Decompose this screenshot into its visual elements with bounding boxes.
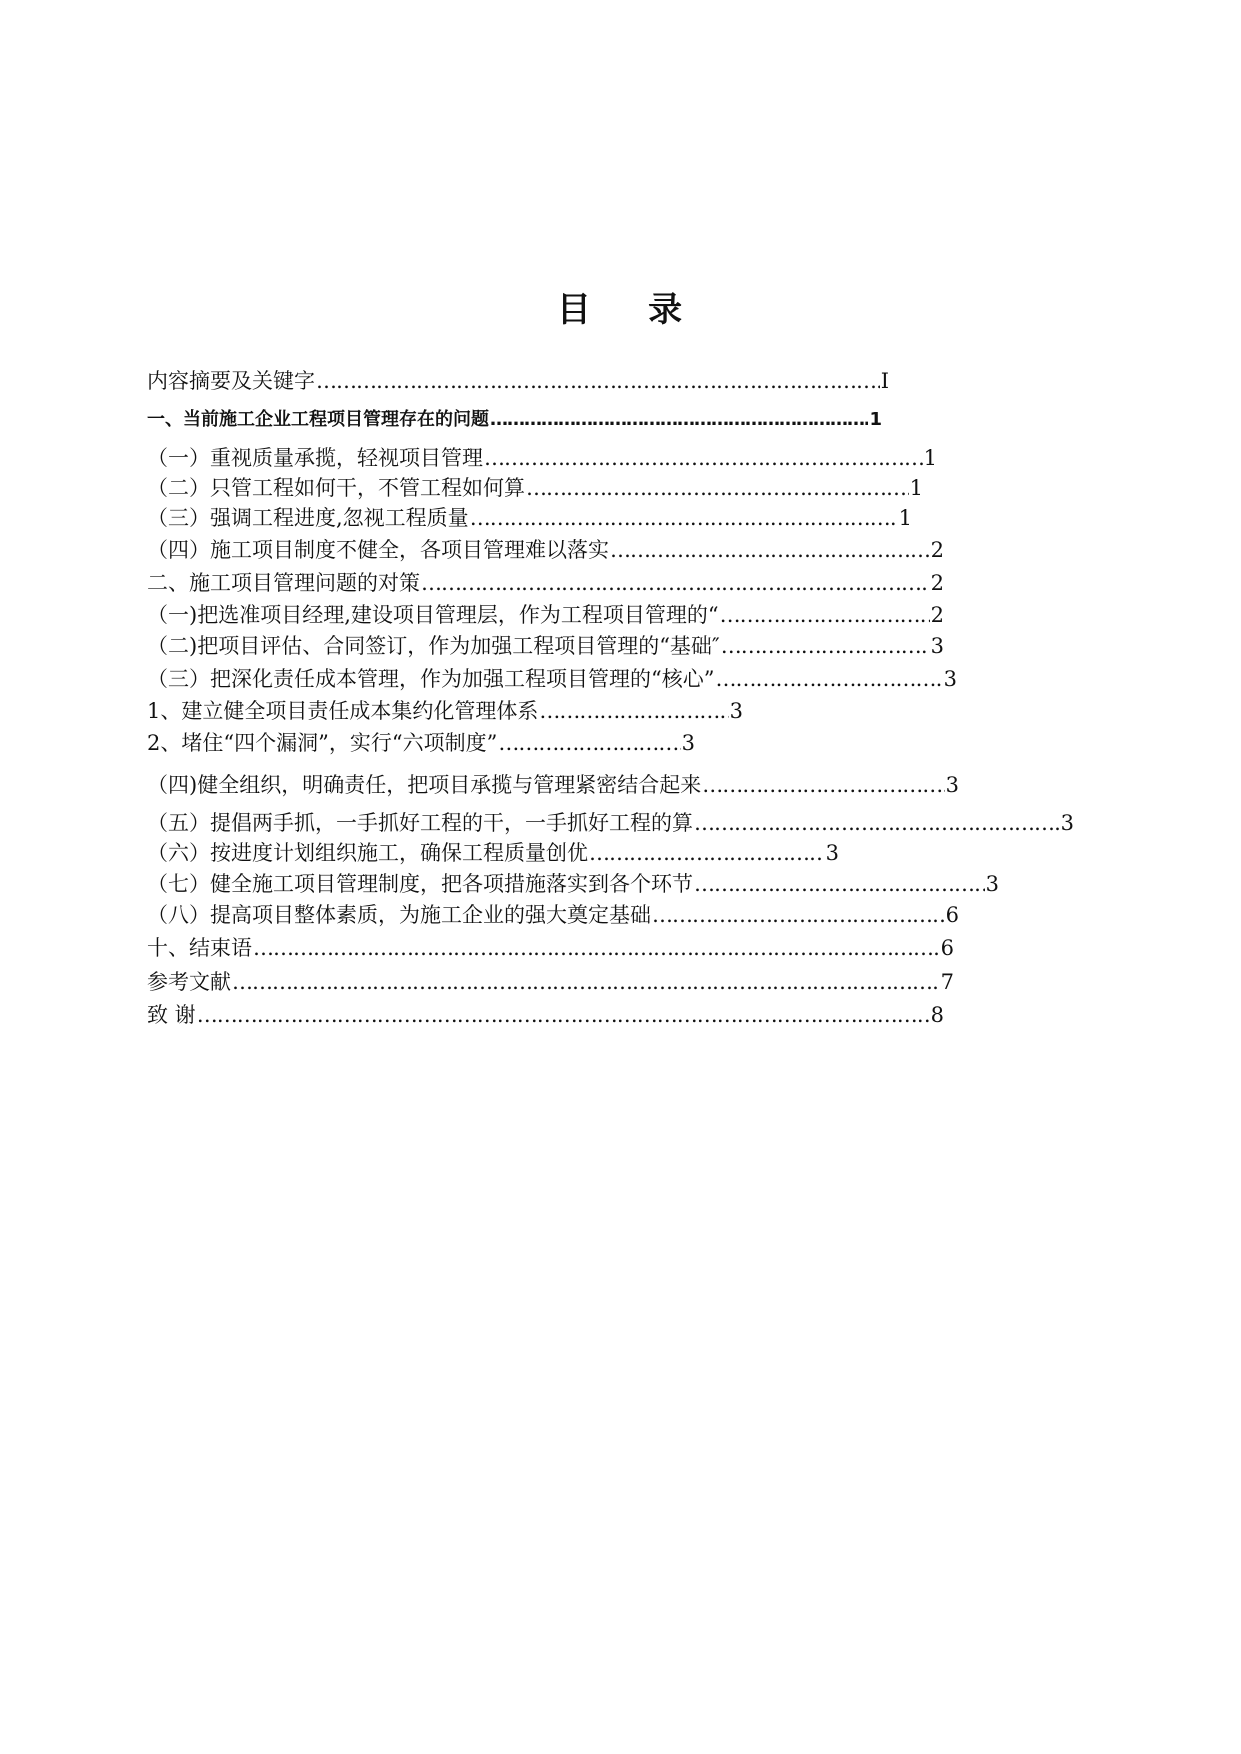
- toc-leader-dots: [652, 900, 945, 930]
- toc-entry-text: （三）强调工程进度,忽视工程质量: [147, 506, 469, 530]
- toc-page-number: 6: [940, 936, 954, 960]
- toc-entry: [147, 366, 889, 396]
- toc-entry: [147, 664, 957, 694]
- toc-entry-text: （五）提倡两手抓，一手抓好工程的干，一手抓好工程的算: [147, 811, 693, 835]
- toc-entry-text: （六）按进度计划组织施工，确保工程质量创优: [147, 841, 588, 865]
- toc-page-number: 8: [930, 1003, 944, 1027]
- toc-leader-dots: [498, 728, 680, 758]
- toc-entry: [147, 503, 912, 533]
- toc-entry: [147, 696, 743, 726]
- toc-leader-dots: [526, 473, 909, 503]
- toc-page-number: 2: [930, 538, 944, 562]
- toc-leader-dots: [197, 1000, 930, 1030]
- toc-entry: [147, 728, 695, 758]
- toc-entry-text: 致 谢: [147, 1003, 196, 1027]
- toc-page-number: 3: [985, 872, 999, 896]
- toc-entry-text: 一、当前施工企业工程项目管理存在的问题: [147, 409, 489, 430]
- toc-leader-dots: [470, 503, 898, 533]
- toc-leader-dots: [721, 631, 930, 661]
- toc-entry: [147, 808, 1074, 838]
- toc-entry-text: 十、结束语: [147, 936, 252, 960]
- toc-leader-dots: [484, 443, 923, 473]
- toc-entry: [147, 838, 839, 868]
- toc-entry-text: （四)健全组织，明确责任，把项目承揽与管理紧密结合起来: [147, 773, 702, 797]
- toc-leader-dots: [702, 770, 944, 800]
- toc-entry: [147, 405, 882, 435]
- toc-entry: [147, 535, 944, 565]
- toc-entry: [147, 443, 937, 473]
- toc-leader-dots: [589, 838, 825, 868]
- toc-entry-text: 2、堵住“四个漏洞”，实行“六项制度”: [147, 731, 498, 755]
- toc-entry-text: 内容摘要及关键字: [147, 369, 315, 393]
- toc-page-number: 1: [909, 476, 923, 500]
- toc-page-number: 3: [1060, 811, 1074, 835]
- toc-entry-text: （二)把项目评估、合同签订，作为加强工程项目管理的“基础″: [147, 634, 720, 658]
- toc-leader-dots: [490, 405, 868, 435]
- toc-page-number: 3: [825, 841, 839, 865]
- toc-entry-text: （二）只管工程如何干，不管工程如何算: [147, 476, 525, 500]
- toc-entry-text: （四）施工项目制度不健全，各项目管理难以落实: [147, 538, 609, 562]
- toc-entry-text: （三）把深化责任成本管理，作为加强工程项目管理的“核心”: [147, 667, 715, 691]
- toc-entry: [147, 473, 923, 503]
- toc-leader-dots: [232, 967, 940, 997]
- toc-leader-dots: [694, 808, 1060, 838]
- toc-entry: [147, 900, 959, 930]
- toc-page-number: 2: [930, 571, 944, 595]
- toc-leader-dots: [421, 568, 930, 598]
- toc-entry-text: （一）重视质量承揽，轻视项目管理: [147, 446, 483, 470]
- toc-entry: [147, 631, 944, 661]
- toc-entry: [147, 869, 999, 899]
- toc-page-number: 1: [898, 506, 912, 530]
- toc-entry: [147, 568, 944, 598]
- toc-page-number: 2: [930, 603, 944, 627]
- toc-entry: [147, 933, 954, 963]
- toc-page-number: 3: [943, 667, 957, 691]
- toc-leader-dots: [316, 366, 880, 396]
- toc-page-number: 3: [930, 634, 944, 658]
- toc-page-number: 1: [869, 409, 882, 430]
- toc-page-number: 1: [923, 446, 937, 470]
- toc-entry: [147, 600, 944, 630]
- toc-entry: [147, 1000, 944, 1030]
- toc-entry-text: 1、建立健全项目责任成本集约化管理体系: [147, 699, 539, 723]
- toc-page-number: 6: [945, 903, 959, 927]
- toc-page-number: 7: [940, 970, 954, 994]
- toc-leader-dots: [715, 664, 942, 694]
- toc-page-number: 3: [945, 773, 959, 797]
- toc-page-number: Ⅰ: [880, 369, 889, 393]
- toc-leader-dots: [694, 869, 985, 899]
- toc-entry: [147, 967, 954, 997]
- toc-page-number: 3: [681, 731, 695, 755]
- toc-entry-text: 参考文献: [147, 970, 231, 994]
- toc-leader-dots: [610, 535, 930, 565]
- toc-entry-text: 二、施工项目管理问题的对策: [147, 571, 420, 595]
- toc-entry: [147, 770, 959, 800]
- toc-title: 目 录: [556, 290, 685, 330]
- toc-leader-dots: [539, 696, 728, 726]
- toc-leader-dots: [720, 600, 930, 630]
- toc-entry-text: （一)把选准项目经理,建设项目管理层，作为工程项目管理的“: [147, 603, 719, 627]
- toc-entry-text: （七）健全施工项目管理制度，把各项措施落实到各个环节: [147, 872, 693, 896]
- toc-page-number: 3: [729, 699, 743, 723]
- toc-leader-dots: [253, 933, 940, 963]
- toc-entry-text: （八）提高项目整体素质，为施工企业的强大奠定基础: [147, 903, 651, 927]
